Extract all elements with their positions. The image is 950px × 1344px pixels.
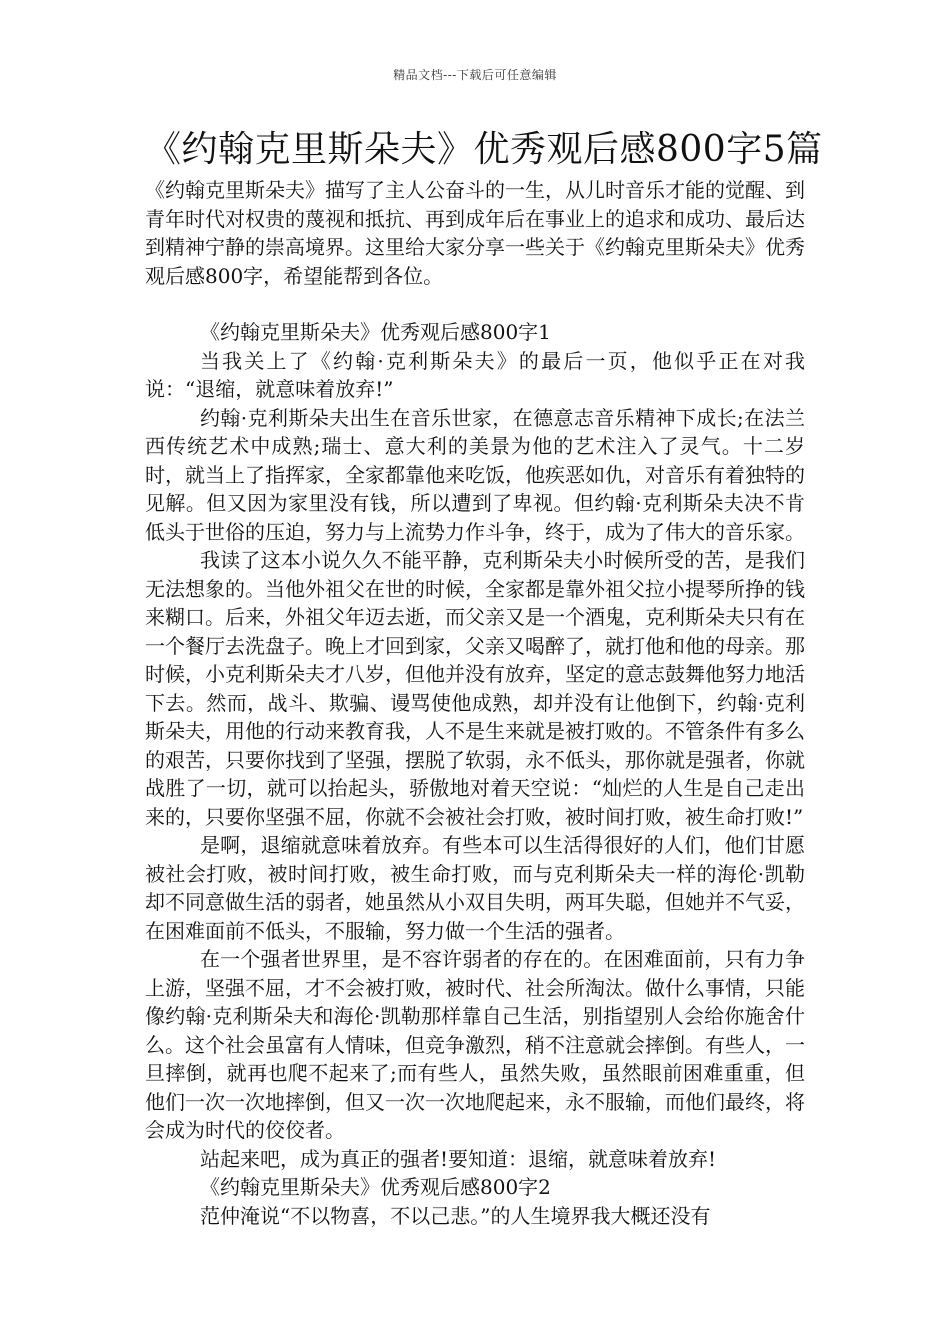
paragraph: 在一个强者世界里，是不容许弱者的存在的。在困难面前，只有力争上游，坚强不屈，才不会被打败，被时代、社会所淘汰。做什么事情，只能像约翰·克利斯朵夫和海伦·凯勒那样靠自己生活，别指望别人会给你施舍什么。这个社会虽富有人情味，但竞争激烈，稍不注意就会摔倒。有些人，一旦摔倒，就再也爬不起来了;而有些人，虽然失败，虽然眼前困难重重，但他们一次一次地摔倒，但又一次一次地爬起来，永不服输，而他们最终，将会成为时代的佼佼者。 [145, 947, 805, 1142]
section-2-first-line: 范仲淹说“不以物喜，不以己悲。”的人生境界我大概还没有 [200, 1203, 711, 1228]
intro-paragraph: 《约翰克里斯朵夫》描写了主人公奋斗的一生，从儿时音乐才能的觉醒、到青年时代对权贵的蔑视和抵抗、再到成年后在事业上的追求和成功、最后达到精神宁静的崇高境界。这里给大家分享一些关于《约翰克里斯朵夫》优秀观后感800字，希望能帮到各位。 [145, 178, 805, 288]
closing-line: 站起来吧，成为真正的强者!要知道：退缩，就意味着放弃! [200, 1146, 717, 1171]
section-heading-2: 《约翰克里斯朵夫》优秀观后感800字2 [200, 1175, 551, 1199]
header-note: 精品文档---下载后可任意编辑 [393, 68, 557, 82]
paragraph: 我读了这本小说久久不能平静，克利斯朵夫小时候所受的苦，是我们无法想象的。当他外祖父在世的时候，全家都是靠外祖父拉小提琴所挣的钱来糊口。后来，外祖父年迈去逝，而父亲又是一个酒鬼，克利斯朵夫只有在一个餐厅去洗盘子。晚上才回到家，父亲又喝醉了，就打他和他的母亲。那时候，小克利斯朵夫才八岁，但他并没有放弃，坚定的意志鼓舞他努力地活下去。然而，战斗、欺骗、谩骂使他成熟，却并没有让他倒下，约翰·克利斯朵夫，用他的行动来教育我，人不是生来就是被打败的。不管条件有多么的艰苦，只要你找到了坚强，摆脱了软弱，永不低头，那你就是强者，你就战胜了一切，就可以抬起头，骄傲地对着天空说：“灿烂的人生是自己走出来的，只要你坚强不屈，你就不会被社会打败，被时间打败，被生命打败!” [145, 548, 805, 829]
paragraph: 当我关上了《约翰·克利斯朵夫》的最后一页，他似乎正在对我说：“退缩，就意味着放弃!” [145, 348, 805, 401]
paragraph: 约翰·克利斯朵夫出生在音乐世家，在德意志音乐精神下成长;在法兰西传统艺术中成熟;瑞士、意大利的美景为他的艺术注入了灵气。十二岁时，就当上了指挥家，全家都靠他来吃饭，他疾恶如仇，对音乐有着独特的见解。但又因为家里没有钱，所以遭到了卑视。但约翰·克利斯朵夫决不肯低头于世俗的压迫，努力与上流势力作斗争，终于，成为了伟大的音乐家。 [145, 405, 805, 544]
section-heading-1: 《约翰克里斯朵夫》优秀观后感800字1 [200, 320, 551, 344]
document-body [145, 176, 805, 1230]
paragraph: 是啊，退缩就意味着放弃。有些本可以生活得很好的人们，他们甘愿被社会打败，被时间打败，被生命打败，而与克利斯朵夫一样的海伦·凯勒却不同意做生活的弱者，她虽然从小双目失明，两耳失聪，但她并不气妥，在困难面前不低头，不服输，努力做一个生活的强者。 [145, 833, 805, 943]
page-title: 《约翰克里斯朵夫》优秀观后感800字5篇 [145, 129, 823, 170]
